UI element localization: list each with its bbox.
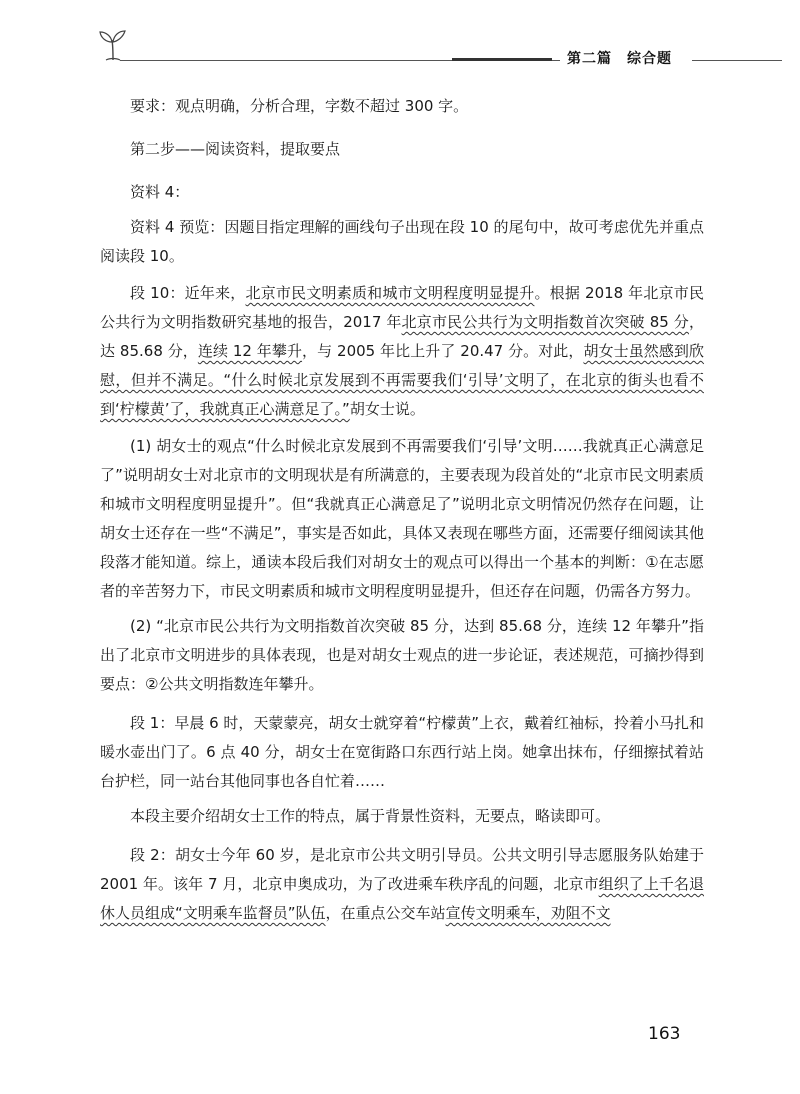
text-span: 。根据 2018 年北京市民公共行为文明指数研究基地的报告，2017 年 [100,284,705,331]
underlined-sentence: 宣传文明乘车，劝阻不文 [445,904,611,922]
material-preview: 资料 4 预览：因题目指定理解的画线句子出现在段 10 的尾句中，故可考虑优先并重点阅读段 10。 [100,218,704,265]
page-body [100,92,704,928]
page-header [0,0,800,80]
underlined-sentence: 北京市民公共行为文明指数首次突破 85 分 [401,313,689,331]
material-label: 资料 4： [130,183,190,201]
text-span: ，达 85.68 分， [100,313,704,360]
text-span: ，在重点公交车站 [325,904,446,922]
sprout-icon [96,28,130,62]
text-span: 段 2：胡女士今年 60 岁，是北京市公共文明引导员。公共文明引导志愿服务队始建于 2001 年。该年 7 月，北京申奥成功，为了改进乘车秩序乱的问题，北京市 [100,846,704,893]
paragraph-2 [100,841,704,928]
requirement-text: 要求：观点明确，分析合理，字数不超过 300 字。 [130,97,469,115]
chapter-title: 第二篇 综合题 [567,51,672,67]
text-span: 段 10：近年来， [130,284,246,302]
underlined-sentence: 胡女士虽然感到欣慰，但并不满足。“什么时候北京发展到不再需要我们‘引导’文明了，在北京的街头也看不到‘柠檬黄’了，我就真正心满意足了。” [100,342,705,418]
underlined-sentence: 北京市民文明素质和城市文明程度明显提升 [245,284,535,302]
analysis-1: (1) 胡女士的观点“什么时候北京发展到不再需要我们‘引导’文明……我就真正心满意足了”说明胡女士对北京市的文明现状是有所满意的，主要表现为段首处的“北京市民文明素质和城市文明程度明显提升”。但“我就真正心满意足了”说明北京文明情况仍然存在问题，让胡女士还存在一些“不满足”，事实是否如此，具体又表现在哪些方面，还需要仔细阅读其他段落才能知道。综上，通读本段后我们对胡女士的观点可以得出一个基本的判断：①在志愿者的辛苦努力下，市民文明素质和城市文明程度明显提升，但还存在问题，仍需各方努力。 [100,437,704,600]
paragraph-10 [100,279,704,424]
text-span: ，与 2005 年比上升了 20.47 分。对此， [302,342,584,360]
page-number: 163 [648,1024,681,1044]
paragraph-1-note: 本段主要介绍胡女士工作的特点，属于背景性资料，无要点，略读即可。 [130,807,611,825]
underlined-sentence: 连续 12 年攀升 [197,342,303,360]
header-rule [692,60,782,61]
text-span: 胡女士说。 [349,400,425,418]
header-rule-accent [452,58,552,61]
underlined-sentence: 组织了上千名退休人员组成“文明乘车监督员”队伍 [100,875,704,922]
analysis-2: (2) “北京市民公共行为文明指数首次突破 85 分，达到 85.68 分，连续 12 年攀升”指出了北京市文明进步的具体表现，也是对胡女士观点的进一步论证，表述规范，可摘抄得到要点：②公共文明指数连年攀升。 [100,617,704,693]
step-title: 第二步——阅读资料，提取要点 [130,140,341,158]
paragraph-1: 段 1：早晨 6 时，天蒙蒙亮，胡女士就穿着“柠檬黄”上衣，戴着红袖标，拎着小马扎和暖水壶出门了。6 点 40 分，胡女士在宽街路口东西行站上岗。她拿出抹布，仔细擦拭着站台护栏，同一站台其他同事也各自忙着…… [100,714,704,790]
